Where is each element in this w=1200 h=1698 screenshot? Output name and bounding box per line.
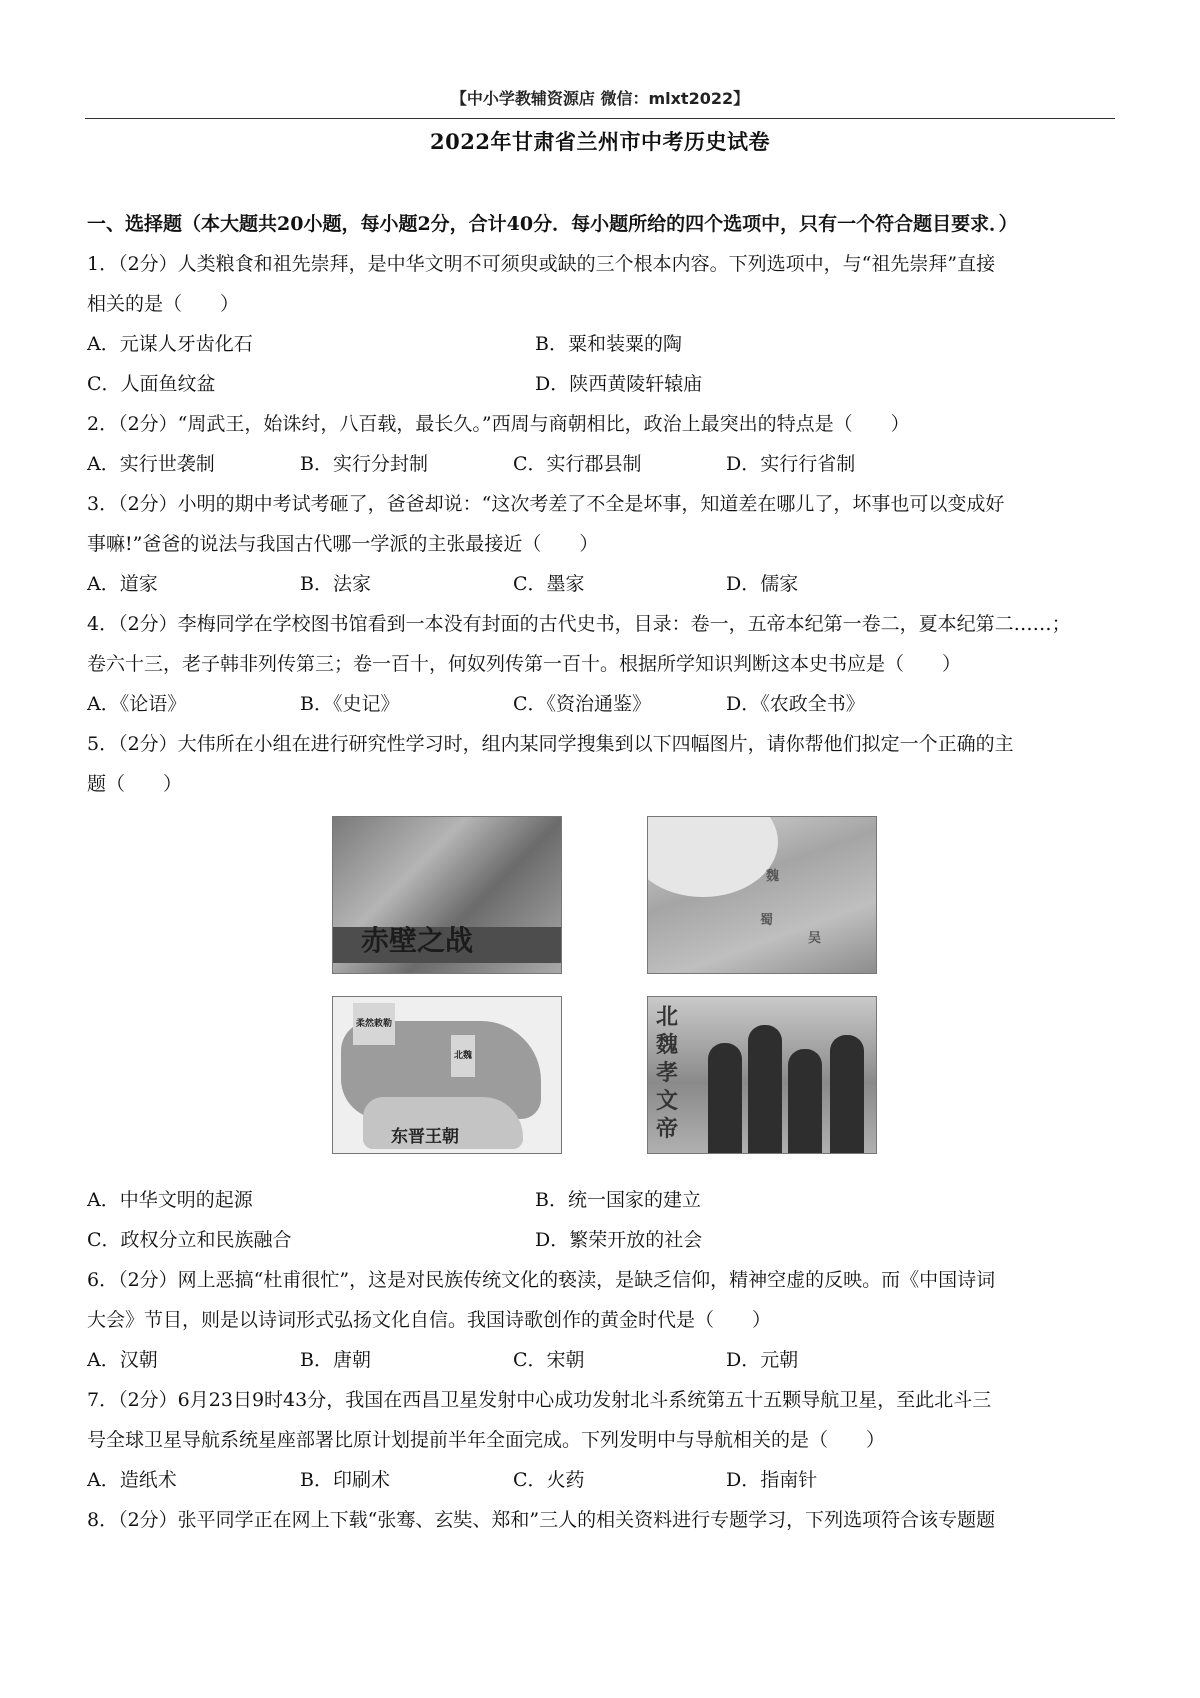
question-7 xyxy=(87,1380,1117,1500)
options-row xyxy=(87,444,1117,484)
option-d: D．指南针 xyxy=(726,1469,818,1491)
map-region xyxy=(647,816,778,897)
image-caption: 北魏孝文帝 xyxy=(656,1004,679,1142)
option-c: C．火药 xyxy=(513,1469,585,1491)
option-d: D．繁荣开放的社会 xyxy=(535,1229,703,1251)
figure-silhouette xyxy=(748,1025,782,1153)
figure-silhouette xyxy=(708,1043,742,1153)
option-a: A．实行世袭制 xyxy=(87,453,215,475)
option-c: C．政权分立和民族融合 xyxy=(87,1229,292,1251)
map-label: 魏 xyxy=(766,869,780,884)
question-line: 4．（2分）李梅同学在学校图书馆看到一本没有封面的古代史书，目录：卷一，五帝本纪第一卷二，夏本纪第二……； xyxy=(87,613,1071,635)
option-c: C．实行郡县制 xyxy=(513,453,642,475)
map-label: 吴 xyxy=(808,931,822,946)
three-kingdoms-map-image xyxy=(647,816,877,974)
question-line: 大会》节目，则是以诗词形式弘扬文化自信。我国诗歌创作的黄金时代是（ ） xyxy=(87,1309,772,1331)
map-label: 北魏 xyxy=(451,1035,475,1077)
figure-silhouette xyxy=(788,1049,822,1153)
page-title: 2022年甘肃省兰州市中考历史试卷 xyxy=(430,129,770,154)
question-line: 6．（2分）网上恶搞“杜甫很忙”，这是对民族传统文化的亵渎，是缺乏信仰，精神空虚的反映。而《中国诗词 xyxy=(87,1269,996,1291)
red-cliffs-battle-image xyxy=(332,816,562,974)
map-label: 柔然敕勒 xyxy=(353,1003,395,1045)
option-d: D．元朝 xyxy=(726,1349,799,1371)
options-row xyxy=(87,364,1117,404)
option-a: A．汉朝 xyxy=(87,1349,158,1371)
option-a: A．中华文明的起源 xyxy=(87,1189,253,1211)
question-line: 2．（2分）“周武王，始诛纣，八百载，最长久。”西周与商朝相比，政治上最突出的特点是（ ） xyxy=(87,413,910,435)
question-4 xyxy=(87,604,1117,724)
option-a: A．道家 xyxy=(87,573,158,595)
options-row xyxy=(87,324,1117,364)
option-c: C．《资治通鉴》 xyxy=(513,693,652,715)
option-d: D．儒家 xyxy=(726,573,799,595)
options-row xyxy=(87,1180,1117,1220)
question-5 xyxy=(87,724,1117,1260)
option-b: B．实行分封制 xyxy=(300,453,428,475)
option-c: C．宋朝 xyxy=(513,1349,585,1371)
question-1 xyxy=(87,244,1117,404)
option-d: D．陕西黄陵轩辕庙 xyxy=(535,373,703,395)
xiaowen-emperor-image xyxy=(647,996,877,1154)
option-c: C．人面鱼纹盆 xyxy=(87,373,216,395)
image-caption: 赤壁之战 xyxy=(361,924,474,957)
options-row xyxy=(87,1220,1117,1260)
header-note: 【中小学教辅资源店 微信：mlxt2022】 xyxy=(450,89,750,108)
section-heading: 一、选择题（本大题共20小题，每小题2分，合计40分．每小题所给的四个选项中，只有一个符合题目要求．） xyxy=(87,213,1018,235)
header-divider xyxy=(85,118,1115,119)
figure-silhouette xyxy=(830,1035,864,1153)
figure-grid xyxy=(87,816,1117,1174)
question-line: 8．（2分）张平同学正在网上下载“张骞、玄奘、郑和”三人的相关资料进行专题学习，下列选项符合该专题题 xyxy=(87,1509,996,1531)
option-a: A．《论语》 xyxy=(87,693,187,715)
options-row xyxy=(87,1340,1117,1380)
question-8 xyxy=(87,1500,1117,1540)
question-line: 号全球卫星导航系统星座部署比原计划提前半年全面完成。下列发明中与导航相关的是（ ） xyxy=(87,1429,886,1451)
option-a: A．造纸术 xyxy=(87,1469,177,1491)
question-6 xyxy=(87,1260,1117,1380)
eastern-jin-map-image xyxy=(332,996,562,1154)
option-d: D．《农政全书》 xyxy=(726,693,865,715)
question-line: 卷六十三，老子韩非列传第三；卷一百十，何奴列传第一百十。根据所学知识判断这本史书应是（ ） xyxy=(87,653,962,675)
option-d: D．实行行省制 xyxy=(726,453,856,475)
question-line: 5．（2分）大伟所在小组在进行研究性学习时，组内某同学搜集到以下四幅图片，请你帮他们拟定一个正确的主 xyxy=(87,733,1014,755)
question-line: 题（ ） xyxy=(87,773,183,795)
question-line: 1．（2分）人类粮食和祖先崇拜，是中华文明不可须臾或缺的三个根本内容。下列选项中，与“祖先崇拜”直接 xyxy=(87,253,996,275)
question-line: 相关的是（ ） xyxy=(87,293,240,315)
option-b: B．粟和装粟的陶 xyxy=(535,333,682,355)
option-b: B．唐朝 xyxy=(300,1349,371,1371)
option-b: B．统一国家的建立 xyxy=(535,1189,701,1211)
question-3 xyxy=(87,484,1117,604)
map-label: 蜀 xyxy=(760,913,774,928)
options-row xyxy=(87,564,1117,604)
option-c: C．墨家 xyxy=(513,573,585,595)
exam-content xyxy=(87,204,1117,1540)
question-line: 7．（2分）6月23日9时43分，我国在西昌卫星发射中心成功发射北斗系统第五十五颗导航卫星，至此北斗三 xyxy=(87,1389,992,1411)
options-row xyxy=(87,684,1117,724)
question-2 xyxy=(87,404,1117,484)
option-b: B．印刷术 xyxy=(300,1469,390,1491)
options-row xyxy=(87,1460,1117,1500)
option-b: B．法家 xyxy=(300,573,371,595)
question-line: 事嘛!”爸爸的说法与我国古代哪一学派的主张最接近（ ） xyxy=(87,533,599,555)
option-b: B．《史记》 xyxy=(300,693,400,715)
question-line: 3．（2分）小明的期中考试考砸了，爸爸却说：“这次考差了不全是坏事，知道差在哪儿了，坏事也可以变成好 xyxy=(87,493,1005,515)
map-caption: 东晋王朝 xyxy=(391,1127,459,1147)
option-a: A．元谋人牙齿化石 xyxy=(87,333,253,355)
